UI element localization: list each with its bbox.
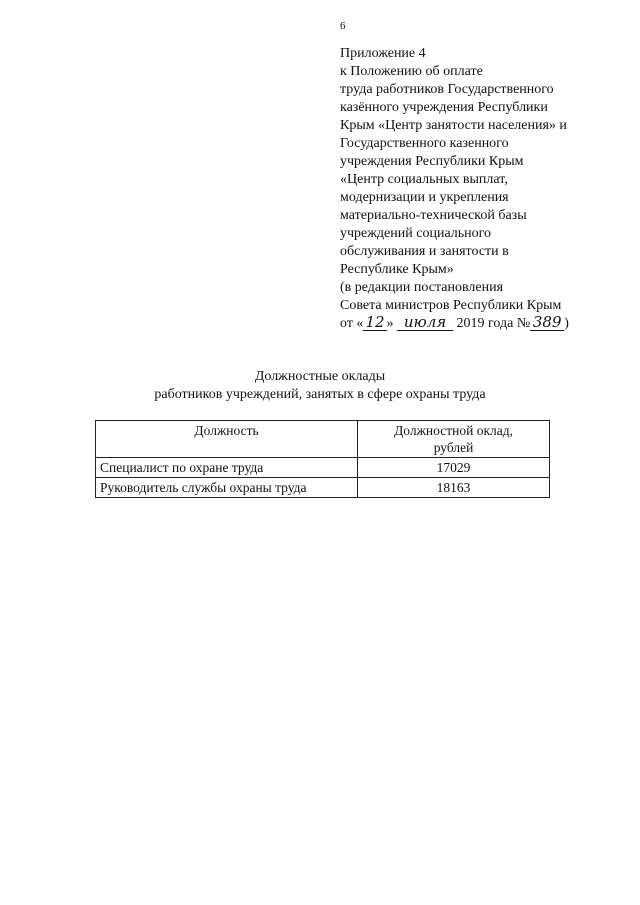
handwritten-number: 389 — [530, 315, 564, 331]
cell-salary: 18163 — [358, 478, 550, 498]
date-year-text: 2019 года № — [456, 316, 531, 331]
cell-salary: 17029 — [358, 458, 550, 478]
appendix-line: Крым «Центр занятости населения» и — [340, 118, 567, 133]
appendix-block — [340, 45, 610, 333]
appendix-line: Республике Крым» — [340, 262, 454, 277]
header-position: Должность — [96, 421, 358, 458]
appendix-line: казённого учреждения Республики — [340, 100, 548, 115]
header-salary-line-2: рублей — [433, 440, 474, 455]
table-row — [96, 458, 550, 478]
appendix-line: труда работников Государственного — [340, 82, 554, 97]
title-line-1: Должностные оклады — [254, 369, 386, 384]
table-row — [96, 478, 550, 498]
table-header-row — [96, 421, 550, 458]
date-mid: » — [386, 316, 394, 331]
date-suffix: ) — [564, 316, 569, 331]
appendix-line: материально-технической базы — [340, 208, 527, 223]
cell-position: Специалист по охране труда — [96, 458, 358, 478]
appendix-line: «Центр социальных выплат, — [340, 172, 508, 187]
appendix-line: Государственного казенного — [340, 136, 509, 151]
cell-position: Руководитель службы охраны труда — [96, 478, 358, 498]
appendix-line: обслуживания и занятости в — [340, 244, 509, 259]
resolution-date-line — [340, 315, 610, 333]
appendix-line: Совета министров Республики Крым — [340, 298, 562, 313]
header-salary-line-1: Должностной оклад, — [394, 423, 513, 438]
salary-table — [95, 420, 550, 498]
title-line-2: работников учреждений, занятых в сфере охраны труда — [154, 387, 486, 402]
appendix-line: Приложение 4 — [340, 46, 426, 61]
handwritten-month: июля — [397, 315, 453, 331]
document-title — [0, 368, 640, 404]
appendix-line: к Положению об оплате — [340, 64, 483, 79]
page-number: 6 — [340, 20, 346, 32]
appendix-line: учреждений социального — [340, 226, 492, 241]
date-prefix: от « — [340, 316, 364, 331]
handwritten-day: 12 — [365, 313, 385, 331]
appendix-line: учреждения Республики Крым — [340, 154, 524, 169]
header-salary — [358, 421, 550, 458]
appendix-line: (в редакции постановления — [340, 280, 504, 295]
appendix-line: модернизации и укрепления — [340, 190, 509, 205]
